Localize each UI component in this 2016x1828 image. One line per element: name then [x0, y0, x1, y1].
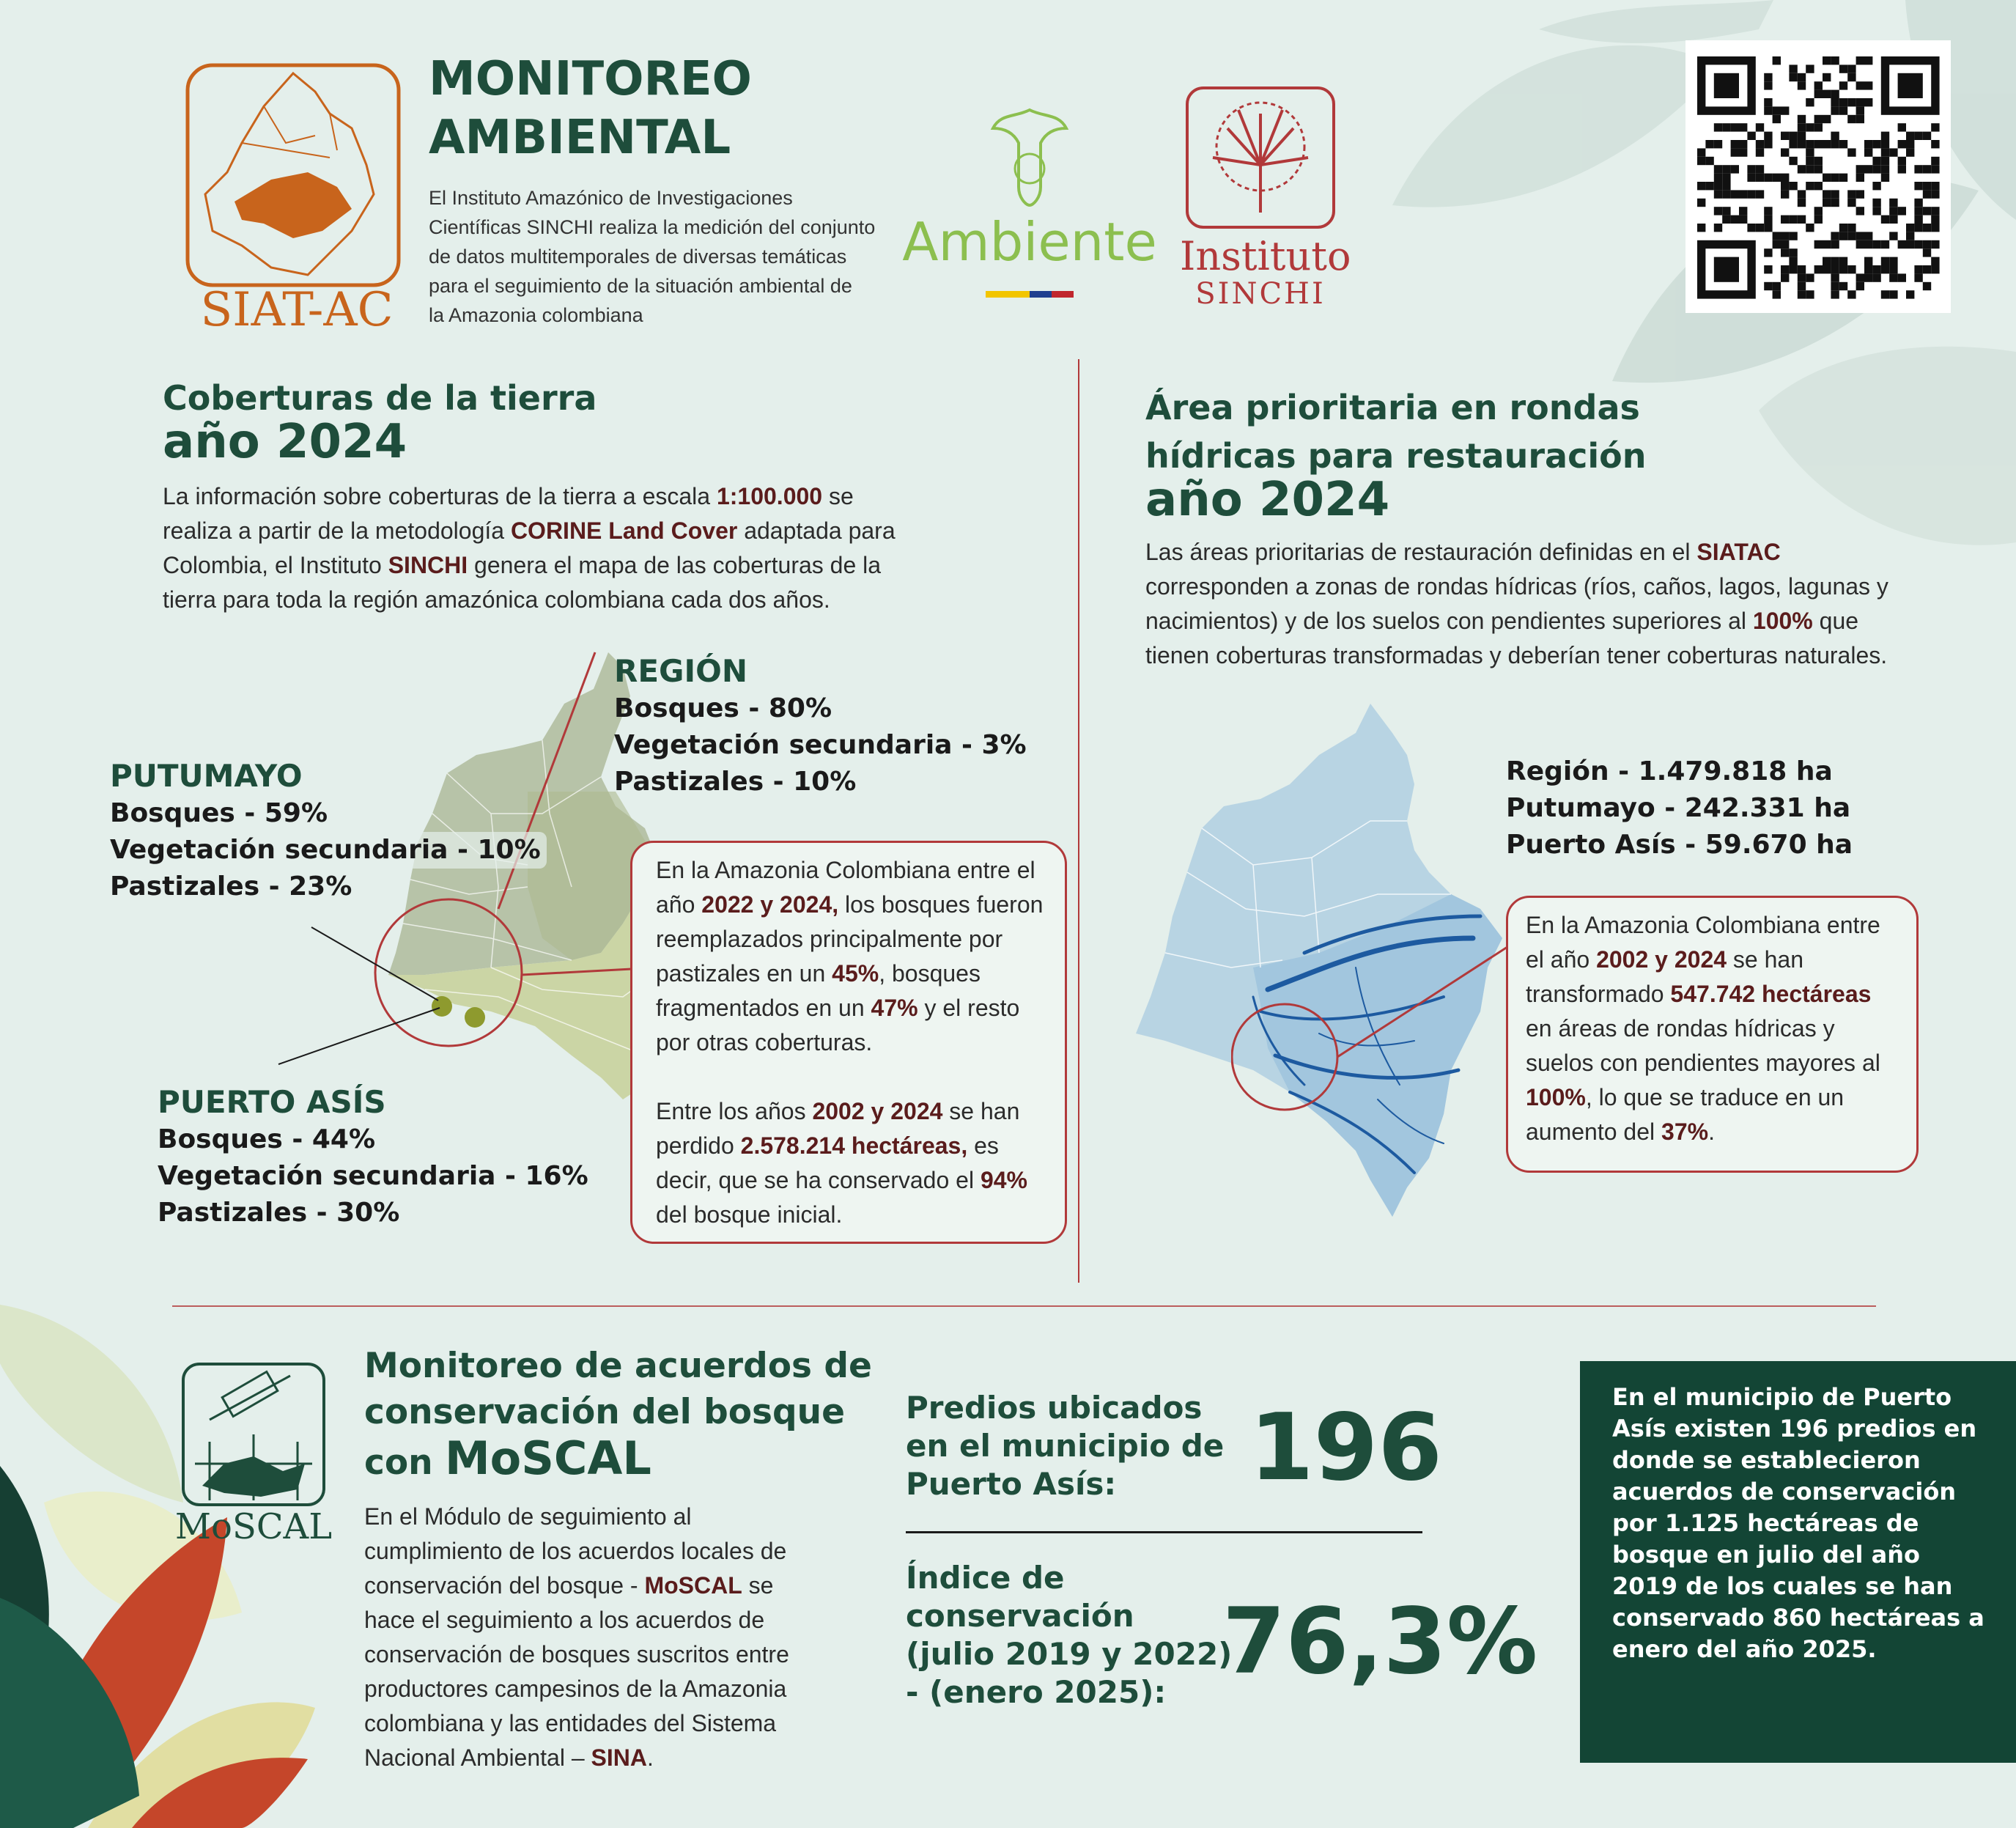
predios-label-line: Puerto Asís:	[906, 1466, 1117, 1502]
putumayo-title: PUTUMAYO	[110, 758, 303, 794]
rondas-stats	[1506, 753, 1853, 863]
intro-line: de datos multitemporales de diversas temáticas	[429, 246, 847, 268]
predios-divider	[906, 1531, 1422, 1533]
flag-stripe	[986, 291, 1074, 298]
puerto-asis-leader-line	[278, 1008, 440, 1064]
putumayo-stat-line: Bosques - 59%	[110, 798, 328, 828]
putumayo-stat-line: Pastizales - 23%	[110, 871, 352, 902]
intro-line: para el seguimiento de la situación ambiental de	[429, 275, 852, 297]
putumayo-stat-line: Vegetación secundaria - 10%	[110, 832, 547, 869]
predios-label-line: en el municipio de	[906, 1428, 1225, 1464]
indice-label-line: (julio 2019 y 2022)	[906, 1636, 1233, 1672]
rondas-stat-line: Putumayo - 242.331 ha	[1506, 793, 1851, 823]
moscal-description: En el Módulo de seguimiento al cumplimiento de los acuerdos locales de conservación del bosque - MoSCAL se hace el seguimiento a los acuerdos de conservación de bosques suscritos entre productores campesinos de la Amazonia colombiana y las entidades del Sistema Nacional Ambiental – SINA.	[364, 1503, 789, 1771]
ambiente-logo-text: Ambiente	[902, 211, 1157, 273]
moscal-logo-text: MoSCAL	[174, 1506, 333, 1547]
instituto-sinchi-logo	[1180, 84, 1351, 319]
box-leader-line	[522, 969, 632, 975]
tree-icon	[1184, 84, 1337, 231]
horizontal-divider	[172, 1305, 1876, 1307]
ambiente-logo	[887, 106, 1173, 304]
rondas-title	[1145, 385, 1646, 479]
region-title: REGIÓN	[614, 653, 747, 689]
indice-label-line: conservación	[906, 1598, 1134, 1634]
vertical-divider	[1078, 359, 1079, 1283]
qr-code[interactable]	[1685, 40, 1951, 313]
rondas-stat-line: Puerto Asís - 59.670 ha	[1506, 830, 1853, 860]
puerto-asis-stat-line: Pastizales - 30%	[158, 1198, 400, 1228]
indice-label	[906, 1559, 1232, 1711]
siat-ac-logo	[183, 62, 403, 290]
main-title	[429, 50, 752, 167]
instituto-text: Instituto	[1180, 233, 1351, 279]
putumayo-stats	[110, 757, 547, 905]
putumayo-hydric-highlight-circle	[1232, 1004, 1337, 1110]
region-stat-line: Vegetación secundaria - 3%	[614, 730, 1027, 760]
coberturas-box-paragraph1: En la Amazonia Colombiana entre el año 2022 y 2024, los bosques fueron reemplazados principalmente por pastizales en un 45%, bosques fragmentados en un 47% y el resto por otras coberturas.	[656, 857, 1044, 1055]
putumayo-leader-line	[311, 927, 438, 1000]
puerto-asis-stats	[158, 1083, 588, 1231]
rondas-description: Las áreas prioritarias de restauración definidas en el SIATAC corresponden a zonas de rondas hídricas (ríos, caños, lagos, lagunas y nacimientos) y de los suelos con pendientes superiores al 100% que tienen coberturas transformadas y deberían tener coberturas naturales.	[1145, 539, 1888, 668]
rondas-map-annotations	[1231, 865, 1524, 1129]
predios-label	[906, 1389, 1224, 1503]
qr-code-icon	[1685, 40, 1951, 313]
region-stat-line: Bosques - 80%	[614, 693, 832, 723]
indice-label-line: - (enero 2025):	[906, 1674, 1167, 1710]
puerto-asis-stat-line: Bosques - 44%	[158, 1124, 376, 1154]
siat-ac-map-icon	[183, 62, 403, 290]
intro-line: Científicas SINCHI realiza la medición del conjunto	[429, 216, 876, 238]
rondas-box-paragraph: En la Amazonia Colombiana entre el año 2002 y 2024 se han transformado 547.742 hectáreas en áreas de rondas hídricas y suelos con pendientes mayores al 100%, lo que se traduce en un aumento del 37%.	[1526, 912, 1880, 1145]
coberturas-description: La información sobre coberturas de la tierra a escala 1:100.000 se realiza a partir de la metodología CORINE Land Cover adaptada para Colombia, el Instituto SINCHI genera el mapa de las coberturas de la tierra para toda la región amazónica colombiana cada dos años.	[163, 483, 896, 613]
predios-value: 196	[1249, 1393, 1443, 1501]
rondas-info-box	[1506, 896, 1919, 1173]
intro-line: la Amazonia colombiana	[429, 304, 643, 326]
indice-label-line: Índice de	[906, 1560, 1065, 1596]
indice-value: 76,3%	[1222, 1589, 1538, 1695]
rondas-box-leader-line	[1337, 946, 1510, 1057]
intro-text	[429, 183, 898, 330]
moscal-logo	[174, 1361, 333, 1552]
rondas-title-line1: Área prioritaria en rondas	[1145, 388, 1640, 427]
predios-label-line: Predios ubicados	[906, 1390, 1203, 1426]
main-title-line2: AMBIENTAL	[429, 111, 731, 165]
coberturas-title: Coberturas de la tierra	[163, 378, 597, 418]
puerto-asis-stat-line: Vegetación secundaria - 16%	[158, 1161, 588, 1191]
moscal-title-line2: conservación del bosque	[364, 1392, 845, 1432]
moscal-title	[364, 1343, 872, 1486]
coat-of-arms-icon	[986, 106, 1074, 209]
moscal-title-line3: con MoSCAL	[364, 1431, 651, 1485]
putumayo-marker	[465, 1007, 485, 1028]
rondas-year: año 2024	[1145, 473, 1390, 527]
rondas-stat-line: Región - 1.479.818 ha	[1506, 756, 1833, 786]
puerto-asis-title: PUERTO ASÍS	[158, 1084, 386, 1120]
region-stats	[614, 652, 1027, 800]
region-stat-line: Pastizales - 10%	[614, 767, 857, 797]
coberturas-box-paragraph2: Entre los años 2002 y 2024 se han perdido 2.578.214 hectáreas, es decir, que se ha conservado el 94% del bosque inicial.	[656, 1098, 1027, 1228]
moscal-satellite-icon	[180, 1361, 327, 1508]
sinchi-text: SINCHI	[1195, 277, 1326, 311]
coberturas-year: año 2024	[163, 415, 407, 469]
putumayo-highlight-circle	[375, 899, 522, 1046]
siat-ac-logo-text: SIAT-AC	[200, 283, 394, 337]
rondas-title-line2: hídricas para restauración	[1145, 436, 1647, 476]
coberturas-info-box	[630, 841, 1067, 1244]
puerto-asis-summary-box: En el municipio de Puerto Asís existen 196 predios en donde se establecieron acuerdos de conservación por 1.125 hectáreas de bosque en julio del año 2019 de los cuales se han conservado 860 hectáreas a enero del año 2025.	[1580, 1361, 2016, 1763]
intro-line: El Instituto Amazónico de Investigaciones	[429, 187, 793, 209]
moscal-title-line1: Monitoreo de acuerdos de	[364, 1346, 872, 1386]
main-title-line1: MONITOREO	[429, 52, 752, 106]
